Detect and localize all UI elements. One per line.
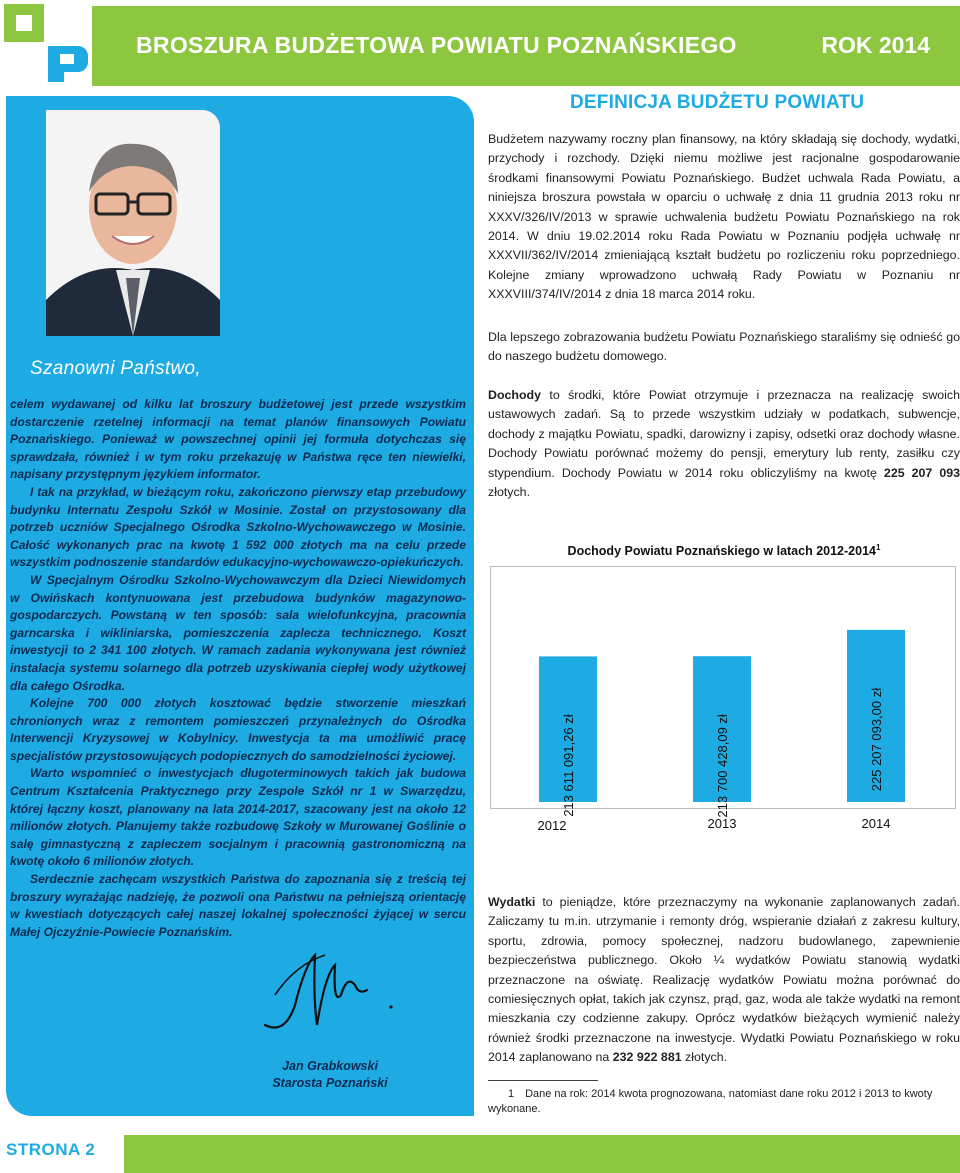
comparison-paragraph: Dla lepszego zobrazowania budżetu Powiatu Poznańskiego staraliśmy się odnieść go do naszego budżetu domowego.	[488, 330, 960, 364]
letter-paragraph: Kolejne 700 000 złotych kosztować będzie stworzenie mieszkań chronionych wraz z remontem pomieszczeń przynależnych do Ośrodka Interwencji Kryzysowej w Kobylnicy. Inwestycja ta ma umożliwić pracę specjalistów przystosowujących podopiecznych do samodzielności życiowej.	[10, 696, 466, 763]
footnote-number: 1	[508, 1088, 515, 1100]
chart-category-label: 2013	[707, 816, 737, 831]
letter-body	[10, 396, 466, 941]
signatory-title: Starosta Poznański	[272, 1076, 388, 1090]
income-amount: 225 207 093	[883, 465, 960, 480]
expenses-term: Wydatki	[488, 895, 536, 909]
handwritten-signature-icon	[255, 935, 405, 1045]
page-number: STRONA 2	[6, 1140, 96, 1159]
chart-data-label: 225 207 093,00 zł	[869, 687, 884, 792]
header-year: ROK 2014	[821, 32, 930, 58]
chart-title-text: Dochody Powiatu Poznańskiego w latach 2012-2014	[567, 544, 876, 559]
letter-paragraph: W Specjalnym Ośrodku Szkolno-Wychowawczym dla Dzieci Niewidomych w Owińskach kontynuowana jest przebudowa budynków magazynowo-gospodarczych. Powstaną w ten sposób: sala wielofunkcyjna, pracownia garncarska i wikliniarska, pomieszczenia zaplecza technicznego. Koszt inwestycji to 2 341 100 złotych. W ramach zadania wykonywana jest również instalacja systemu solarnego dla potrzeb uzyskiwania ciepłej wody użytkowej dla całego Ośrodka.	[10, 572, 466, 693]
chart-data-label: 213 700 428,09 zł	[715, 714, 730, 818]
chart-category-label: 2012	[537, 818, 567, 833]
footnote	[488, 1087, 960, 1117]
signatory-name: Jan Grabkowski	[282, 1059, 378, 1073]
footnote-divider	[488, 1080, 598, 1081]
letter-paragraph: celem wydawanej od kilku lat broszury budżetowej jest przede wszystkim dostarczenie rzetelnej informacji na temat planów finansowych Powiatu Poznańskiego. Ponieważ w powszechnej opinii jej formuła dotychczas się sprawdzała, również i w tym roku przekazuję w Państwa ręce ten niewielki, napisany przystępnym językiem informator.	[10, 397, 466, 482]
letter-paragraph: Serdecznie zachęcam wszystkich Państwa do zapoznania się z treścią tej broszury wyrażając nadzieję, że pozwoli ona Państwu na pełniejszą orientację w kwestiach dotyczących całej naszej lokalnej społeczności żyjącej w sercu Małej Ojczyźnie-Powiecie Poznańskim.	[10, 872, 466, 939]
expenses-text: to pieniądze, które przeznaczymy na wykonanie zaplanowanych zadań. Zaliczamy tu m.in. utrzymanie i remonty dróg, wspieranie działań z zakresu kultury, sportu, zdrowia, pomocy społecznej, nadzoru budowlanego, zapewnienie bezpieczeństwa publicznego. Około ¼ wydatków Powiatu stanowią wydatki przeznaczone na oświatę. Realizację wydatków Powiatu można porównać do comiesięcznych opłat, takich jak czynsz, prąd, gaz, woda ale także wydatki na remont mieszkania czy codzienne zakupy. Oprócz wydatków bieżących wymienić należy również środki przeznaczone na inwestycje. Wydatki Powiatu Poznańskiego w roku 2014 zaplanowano na	[488, 895, 960, 1065]
definition-paragraph: Budżetem nazywamy roczny plan finansowy, na który składają się dochody, wydatki, przychody i rozchody. Dzięki niemu możliwe jest racjonalne gospodarowanie środkami finansowymi Powiatu Poznańskiego. Budżet uchwala Rada Powiatu, a niniejsza broszura powstała w oparciu o uchwałę z dnia 11 grudnia 2013 roku nr XXXV/326/IV/2013 w sprawie uchwalenia budżetu Powiatu Poznańskiego na rok 2014. W dniu 19.02.2014 roku Rada Powiatu w Poznaniu podjęła uchwałę nr XXXVII/362/IV/2014 zmieniającą kształt budżetu po rozliczeniu roku poprzedniego. Kolejne zmiany wprowadzono uchwałą Rady Powiatu w Poznaniu nr XXXVIII/374/IV/2014 z dnia 18 marca 2014 roku.	[488, 132, 960, 302]
expenses-end: złotych.	[681, 1050, 728, 1065]
portrait-photo	[46, 110, 220, 336]
chart-data-label: 213 611 091,26 zł	[561, 714, 576, 817]
header-bar	[92, 6, 960, 86]
income-paragraph	[488, 386, 960, 502]
footer-bar	[124, 1135, 960, 1173]
expenses-paragraph	[488, 893, 960, 1068]
letter-paragraph: Warto wspomnieć o inwestycjach długoterminowych takich jak budowa Centrum Kształcenia Praktycznego przy Zespole Szkół nr 1 w Swarzędzu, której łączny koszt, planowany na lata 2014-2017, szacowany jest na około 12 milionów złotych. Planujemy także rozbudowę Szkoły w Murowanej Goślinie o salę gimnastyczną z zapleczem socjalnym i pracownią gastronomiczną na kwotę około 6 milionów złotych.	[10, 766, 466, 869]
page-title: BROSZURA BUDŻETOWA POWIATU POZNAŃSKIEGO	[136, 32, 737, 58]
letter-greeting: Szanowni Państwo,	[30, 358, 201, 379]
chart-title-footnote-ref: 1	[875, 543, 881, 552]
portrait-illustration-icon	[46, 110, 220, 336]
income-bar-chart	[490, 566, 956, 874]
brand-logo-icon	[4, 4, 88, 82]
income-end: złotych.	[488, 485, 531, 500]
signatory	[200, 1058, 460, 1092]
letter-paragraph: I tak na przykład, w bieżącym roku, zakończono pierwszy etap przebudowy budynku Internatu Zespołu Szkół w Mosinie. Został on przystosowany dla potrzeb uczniów Specjalnego Ośrodka Szkolno-Wychowawczego w Mosinie. Całość wykonanych prac na kwotę 1 592 000 złotych ma na celu przede wszystkim podnoszenie standardów edukacyjno-wychowawczo-opiekuńczych.	[10, 484, 466, 570]
footnote-text: Dane na rok: 2014 kwota prognozowana, natomiast dane roku 2012 i 2013 to kwoty wykonane.	[488, 1088, 933, 1115]
section-title: DEFINICJA BUDŻETU POWIATU	[570, 92, 865, 113]
chart-category-label: 2014	[861, 816, 891, 831]
income-text: to środki, które Powiat otrzymuje i przeznacza na realizację swoich ustawowych zadań. Są to przede wszystkim udziały w podatkach, subwencje, dochody z majątku Powiatu, spadki, darowizny i zapisy, odsetki oraz dochody własne. Dochody Powiatu porównać możemy do pensji, emerytury lub renty, zasiłku czy stypendium. Dochody Powiatu w 2014 roku obliczyliśmy na kwotę	[488, 388, 960, 480]
expenses-amount: 232 922 881	[612, 1050, 682, 1065]
income-term: Dochody	[488, 388, 542, 402]
chart-title	[488, 543, 960, 558]
